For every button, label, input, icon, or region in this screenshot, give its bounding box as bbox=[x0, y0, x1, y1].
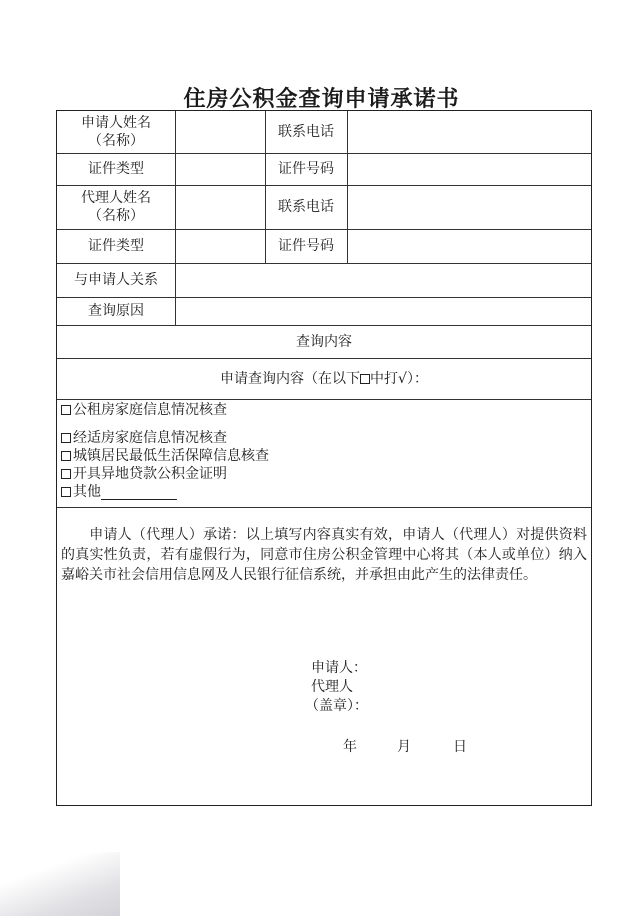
agent-id-number-input[interactable] bbox=[348, 229, 591, 263]
id-type-label-1: 证件类型 bbox=[88, 161, 144, 177]
relation-label: 与申请人关系 bbox=[74, 272, 158, 288]
agent-phone-input[interactable] bbox=[348, 185, 591, 229]
applicant-name-text: 申请人姓名 bbox=[81, 115, 151, 131]
checkbox-icon[interactable] bbox=[61, 405, 71, 415]
instruction-text-before: 申请查询内容（在以下 bbox=[220, 370, 361, 387]
option-label: 开具异地贷款公积金证明 bbox=[73, 466, 227, 482]
checkbox-icon bbox=[360, 374, 370, 384]
id-type-label-2: 证件类型 bbox=[88, 238, 144, 254]
applicant-sign-label: 申请人： bbox=[311, 660, 367, 676]
row-divider bbox=[57, 399, 591, 400]
promise-body: 申请人（代理人）承诺：以上填写内容真实有效，申请人（代理人）对提供资料的真实性负责，若有虚假行为，同意市住房公积金管理中心将其（本人或单位）纳入嘉峪关市社会信用信息网及人民银行征信系统，并承担由此产生的法律责任。 bbox=[61, 527, 587, 583]
applicant-id-number-input[interactable] bbox=[348, 153, 591, 185]
row-divider bbox=[57, 507, 591, 508]
agent-sign-label: 代理人 bbox=[311, 679, 353, 695]
reason-input[interactable] bbox=[176, 297, 591, 325]
option-label: 其他 bbox=[73, 484, 101, 500]
section-title: 查询内容 bbox=[296, 333, 352, 350]
applicant-phone-input[interactable] bbox=[348, 111, 591, 153]
instruction bbox=[57, 358, 591, 399]
option-label: 经适房家庭信息情况核查 bbox=[73, 430, 227, 446]
date-year: 年 bbox=[343, 739, 357, 755]
promise-text bbox=[61, 525, 587, 585]
checkbox-icon[interactable] bbox=[61, 451, 71, 461]
application-form bbox=[56, 110, 592, 806]
option-remote-loan-certificate[interactable] bbox=[61, 465, 227, 483]
agent-id-type-input[interactable] bbox=[176, 229, 265, 263]
id-number-label-2: 证件号码 bbox=[278, 238, 334, 254]
reason-label: 查询原因 bbox=[88, 303, 144, 319]
applicant-name-input[interactable] bbox=[176, 111, 265, 153]
instruction-text-after: 中打√）： bbox=[370, 370, 428, 387]
seal-label: （盖章）： bbox=[305, 698, 368, 714]
option-min-living-security[interactable] bbox=[61, 447, 269, 465]
applicant-id-type-input[interactable] bbox=[176, 153, 265, 185]
checkbox-icon[interactable] bbox=[61, 433, 71, 443]
option-label: 公租房家庭信息情况核查 bbox=[73, 402, 227, 418]
agent-name-label bbox=[57, 185, 175, 229]
applicant-name-subtext: （名称） bbox=[88, 133, 144, 149]
agent-name-input[interactable] bbox=[176, 185, 265, 229]
option-label: 城镇居民最低生活保障信息核查 bbox=[73, 448, 269, 464]
option-other[interactable] bbox=[61, 483, 177, 501]
id-number-label-1: 证件号码 bbox=[278, 161, 334, 177]
option-public-rental[interactable] bbox=[61, 401, 227, 419]
date-day: 日 bbox=[453, 739, 467, 755]
applicant-name-label bbox=[57, 111, 175, 153]
agent-name-subtext: （名称） bbox=[88, 208, 144, 224]
option-affordable-housing[interactable] bbox=[61, 429, 227, 447]
phone-label-2: 联系电话 bbox=[278, 199, 334, 215]
scan-shadow bbox=[0, 852, 120, 916]
other-fill-line[interactable] bbox=[101, 485, 177, 500]
checkbox-icon[interactable] bbox=[61, 469, 71, 479]
agent-name-text: 代理人姓名 bbox=[81, 190, 151, 206]
checkbox-icon[interactable] bbox=[61, 487, 71, 497]
relation-input[interactable] bbox=[176, 263, 591, 297]
phone-label-1: 联系电话 bbox=[278, 124, 334, 140]
date-month: 月 bbox=[397, 739, 411, 755]
page-title: 住房公积金查询申请承诺书 bbox=[183, 87, 460, 112]
